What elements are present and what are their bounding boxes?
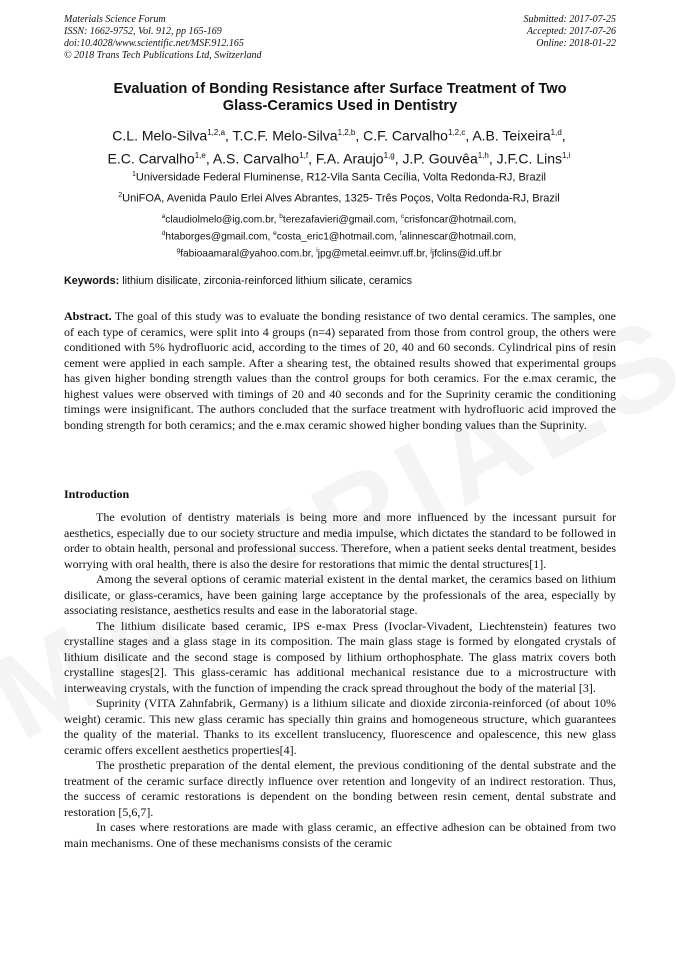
author-name: T.C.F. Melo-Silva <box>232 127 338 144</box>
journal-doi: doi:10.4028/www.scientific.net/MSF.912.165 <box>64 38 244 49</box>
author-sup: 1,i <box>562 150 571 160</box>
author-sup: 1,h <box>477 150 489 160</box>
author-name: A.B. Teixeira <box>472 127 551 144</box>
intro-paragraph: Among the several options of ceramic material existent in the dental market, the ceramics based on lithium disilicate, or glass-ceramics, have been gaining large acceptance by the professionals of the area, especially by associating resistance, aesthetics results and ease in the laboratorial stage. <box>64 572 616 617</box>
email-link[interactable]: claudiolmelo@ig.com.br <box>165 214 274 226</box>
affiliation-sup: 1 <box>132 171 136 178</box>
author-sup: 1,f <box>299 150 309 160</box>
email-link[interactable]: costa_eric1@hotmail.com <box>276 231 395 243</box>
email-sup: d <box>161 229 166 237</box>
email-line-2: $^d$htaborges@gmail.com, $^e$costa_eric1@hotmail.com, $^f$alinnescar@hotmail.com, <box>161 229 517 243</box>
author-sup: 1,d <box>550 128 562 137</box>
affiliation-text: Universidade Federal Fluminense, R12-Vila Santa Cecília, Volta Redonda-RJ, Brazil <box>135 171 546 184</box>
intro-paragraph: Suprinity (VITA Zahnfabrik, Germany) is a lithium silicate and dioxide zirconia-reinforced (of about 10% weight) ceramic. This new glass ceramic has specially thin grains and homogeneous structure, which guarantees the quality of the material. Thanks to its excellent translucency, fluorescence and opalescence, this new glass ceramic offers excellent aesthetics properties[4]. <box>64 696 616 757</box>
affiliation-text: UniFOA, Avenida Paulo Erlei Alves Abrantes, 1325- Três Poços, Volta Redonda-RJ, Brazil <box>122 192 560 205</box>
email-list <box>50 210 628 260</box>
keywords-text: lithium disilicate, zirconia-reinforced lithium silicate, ceramics <box>122 275 413 287</box>
journal-copyright: © 2018 Trans Tech Publications Ltd, Switzerland <box>64 50 262 61</box>
affiliation-2 <box>50 189 628 206</box>
email-link[interactable]: jpg@metal.eeimvr.uff.br <box>317 247 425 259</box>
email-link[interactable]: alinnescar@hotmail.com <box>401 231 514 243</box>
keywords <box>64 274 616 288</box>
intro-paragraph: The lithium disilicate based ceramic, IPS e-max Press (Ivoclar-Vivadent, Liechtenstein) features two crystalline stages and a glass stage in its composition. The main glass stage is formed by elongated crystals of lithium disilicate and the second stage is composed by lithium orthophosphate. The glass matrix covers both crystalline stages[2]. This glass-ceramic has additional mechanical resistance due to a microstructure with interweaving crystals, with the function of impending the crack spread throughout the body of the material [3]. <box>64 618 616 695</box>
email-sup: c <box>400 213 405 220</box>
author-name: J.F.C. Lins <box>496 150 563 167</box>
email-line-3: $^g$fabioaamaral@yahoo.com.br, $^i$jpg@metal.eeimvr.uff.br, $^j$jfclins@id.uff.br <box>176 246 502 259</box>
online-date: Online: 2018-01-22 <box>536 38 616 49</box>
author-name: C.L. Melo-Silva <box>112 127 208 144</box>
abstract-text: The goal of this study was to evaluate the bonding resistance of two dental ceramics. The samples, one of each type of ceramics, were split into 4 groups (n=4) separated from those from control group, the others were conditioned with 5% hydrofluoric acid, according to the times of 20, 40 and 60 seconds. Cylindrical pins of resin cement were applied in each sample. After a shearing test, the obtained results showed that experimental groups has given higher bonding strength values than the control groups for both ceramics. For the e.max ceramic, the highest values were observed with timings of 20 and 40 seconds and for the Suprinity ceramic the conditioning timings were insignificant. The authors concluded that the surface treatment with hydrofluoric acid improved the bonding strength for both ceramics; and the e.max ceramic showed higher bonding values than the Suprinity. <box>64 309 616 432</box>
author-name: A.S. Carvalho <box>212 150 300 167</box>
email-sup: a <box>161 213 166 220</box>
journal-issn: ISSN: 1662-9752, Vol. 912, pp 165-169 <box>64 26 222 37</box>
journal-info <box>64 14 262 62</box>
author-sup: 1,g <box>383 150 395 160</box>
email-link[interactable]: fabioaamaral@yahoo.com.br <box>180 247 311 259</box>
publication-dates <box>524 14 617 50</box>
journal-name: Materials Science Forum <box>64 14 166 25</box>
email-link[interactable]: terezafavieri@gmail.com <box>282 214 396 226</box>
accepted-date: Accepted: 2017-07-26 <box>526 26 616 37</box>
email-sup: e <box>273 229 277 237</box>
author-sup: 1,2,b <box>337 128 356 137</box>
intro-paragraph: In cases where restorations are made with glass ceramic, an effective adhesion can be obtained from two main mechanisms. One of these mechanisms consists of the ceramic <box>64 820 616 850</box>
author-sup: 1,2,c <box>447 128 466 137</box>
abstract-label: Abstract. <box>64 309 112 323</box>
author-name: E.C. Carvalho <box>107 150 195 167</box>
email-line-1: $^a$claudiolmelo@ig.com.br, $^b$terezafavieri@gmail.com, $^c$crisfoncar@hotmail.com, <box>161 213 517 226</box>
email-link[interactable]: jfclins@id.uff.br <box>431 247 502 259</box>
email-sup: i <box>316 246 318 254</box>
author-name: F.A. Araujo <box>315 150 384 167</box>
introduction-heading: Introduction <box>64 487 130 501</box>
email-sup: g <box>176 246 181 254</box>
author-line-2: E.C. Carvalho$^{1,e}$, A.S. Carvalho$^{1,f}$, F.A. Araujo$^{1,g}$, J.P. Gouvêa$^{1,h}$, J.F.C. Lins$^{1,i}$ <box>107 150 571 167</box>
email-link[interactable]: crisfoncar@hotmail.com <box>404 214 514 226</box>
introduction-body <box>64 510 616 851</box>
title-line-2: Glass-Ceramics Used in Dentistry <box>222 98 458 114</box>
email-sup: f <box>399 229 402 237</box>
paper-title <box>64 81 616 115</box>
author-sup: 1,2,a <box>207 128 226 137</box>
keywords-label: Keywords: <box>64 275 120 287</box>
email-sup: j <box>430 246 432 254</box>
affiliation-sup: 2 <box>118 192 123 199</box>
email-sup: b <box>279 213 283 220</box>
title-line-1: Evaluation of Bonding Resistance after Surface Treatment of Two <box>113 81 567 97</box>
author-name: C.F. Carvalho <box>363 127 448 144</box>
abstract-paragraph <box>64 309 616 433</box>
submitted-date: Submitted: 2017-07-25 <box>523 14 616 25</box>
author-name: J.P. Gouvêa <box>402 150 478 167</box>
email-link[interactable]: htaborges@gmail.com <box>165 231 268 243</box>
intro-paragraph: The prosthetic preparation of the dental element, the previous conditioning of the dental substrate and the treatment of the ceramic surface directly influence over retention and longevity of an indirect restoration. Thus, the success of ceramic restorations is dependent on the bonding between resin cement, dental substrate and restoration [5,6,7]. <box>64 758 616 819</box>
author-line-1: C.L. Melo-Silva$^{1,2,a}$, T.C.F. Melo-Silva$^{1,2,b}$, C.F. Carvalho$^{1,2,c}$, A.B. Teixeira$^{1,d}$, <box>112 127 566 144</box>
intro-paragraph: The evolution of dentistry materials is being more and more influenced by the incessant pursuit for aesthetics, especially due to our society structure and media impulse, which dictates the standard to be followed in order to obtain health, personal and professional success. Therefore, when a patient seeks dental treatment, besides worrying with oral health, there is also the desire for restorations that mimic the dental structures[1]. <box>64 510 616 571</box>
author-list <box>50 123 628 168</box>
author-sup: 1,e <box>194 150 206 160</box>
abstract <box>64 309 616 433</box>
affiliation-1 <box>50 168 628 185</box>
